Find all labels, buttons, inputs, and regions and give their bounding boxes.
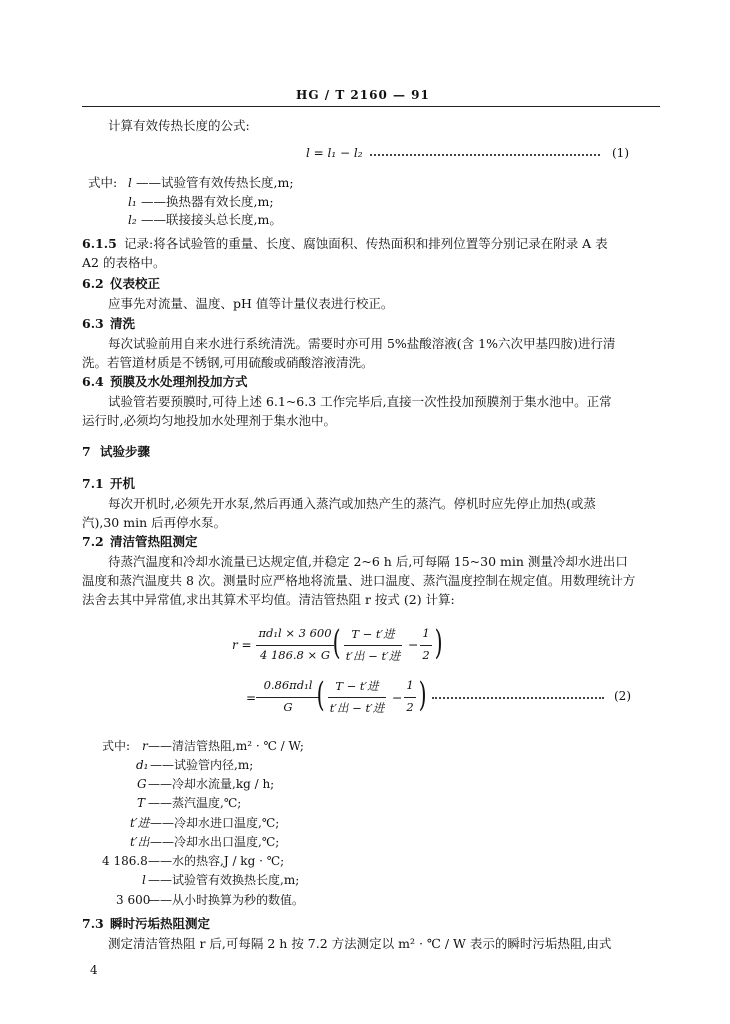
where-2-desc: ——水的热容,J / kg · ℃; <box>148 854 285 868</box>
fraction-denominator: 2 <box>406 700 414 714</box>
where-2-sym: d₁ <box>136 758 149 772</box>
page-number: 4 <box>90 963 98 977</box>
fraction-denominator: t′出 − t′进 <box>345 649 401 663</box>
formula-2-number: (2) <box>614 689 631 703</box>
paragraph-line: 温度和蒸汽温度共 8 次。测量时应严格地将流量、进口温度、蒸汽温度控制在规定值。用数理统计方 <box>82 573 636 588</box>
section-title: 开机 <box>110 476 136 491</box>
fraction-bar <box>420 645 432 646</box>
fraction-bar <box>328 697 386 698</box>
section-title: 清洗 <box>110 316 136 331</box>
where-2-prefix: 式中: <box>102 739 131 753</box>
fraction-numerator: T − t′进 <box>335 679 379 693</box>
where-1-desc: ——试验管有效传热长度,m; <box>136 175 294 190</box>
where-1-prefix: 式中: <box>88 175 118 190</box>
minus-sign: − <box>408 637 419 652</box>
fraction-denominator: 4 186.8 × G <box>259 648 331 662</box>
section-number: 6.4 <box>82 374 104 389</box>
where-2-sym: r <box>142 739 148 753</box>
where-2-sym: l <box>142 873 146 887</box>
paragraph-line: 每次试验前用自来水进行系统清洗。需要时亦可用 5%盐酸溶液(含 1%六次甲基四胺)进行清 <box>108 336 616 351</box>
paragraph-line: 测定清洁管热阻 r 后,可每隔 2 h 按 7.2 方法测定以 m² · ℃ / W 表示的瞬时污垢热阻,由式 <box>108 936 612 951</box>
formula-1-leader <box>370 154 600 156</box>
where-2-sym: 3 600 <box>116 893 151 907</box>
formula-1-number: (1) <box>612 146 629 160</box>
paragraph-line: 记录:将各试验管的重量、长度、腐蚀面积、传热面积和排列位置等分别记录在附录 A 表 <box>124 236 608 251</box>
paragraph-line: 试验管若要预膜时,可待上述 6.1~6.3 工作完毕后,直接一次性投加预膜剂于集水池中。正常 <box>108 394 612 409</box>
right-paren: ) <box>418 675 427 715</box>
fraction-numerator: πd₁l × 3 600 <box>258 626 332 640</box>
right-paren: ) <box>434 623 443 663</box>
where-1-desc: ——换热器有效长度,m; <box>141 194 274 209</box>
fraction-bar <box>256 645 334 646</box>
section-number: 7.3 <box>82 916 104 931</box>
fraction-numerator: 1 <box>406 678 414 692</box>
section-title: 仪表校正 <box>110 276 161 291</box>
formula-2-leader <box>432 697 604 699</box>
fraction-denominator: G <box>283 700 293 714</box>
where-2-desc: ——蒸汽温度,℃; <box>148 796 242 810</box>
intro-text: 计算有效传热长度的公式: <box>108 118 250 133</box>
where-2-sym: t′进 <box>130 816 150 830</box>
fraction-denominator: 2 <box>422 648 430 662</box>
fraction-bar <box>344 645 402 646</box>
where-2-sym: 4 186.8 <box>102 854 148 868</box>
where-2-sym: t′出 <box>130 835 150 849</box>
fraction-bar <box>404 697 416 698</box>
where-1-sym: l₂ <box>128 213 137 227</box>
paragraph-line: 每次开机时,必须先开水泵,然后再通入蒸汽或加热产生的蒸汽。停机时应先停止加热(或蒸 <box>108 496 596 511</box>
section-title: 预膜及水处理剂投加方式 <box>110 374 248 389</box>
minus-sign: − <box>392 690 403 705</box>
paragraph-line: A2 的表格中。 <box>82 255 166 270</box>
paragraph-line: 运行时,必须均匀地投加水处理剂于集水池中。 <box>82 413 336 428</box>
equals-sign: = <box>246 691 257 705</box>
fraction-denominator: t′出 − t′进 <box>329 701 385 715</box>
where-2-desc: ——冷却水流量,kg / h; <box>148 777 275 791</box>
fraction-bar <box>256 697 320 698</box>
paragraph-line: 汽),30 min 后再停水泵。 <box>82 515 227 530</box>
section-number: 7.2 <box>82 534 104 549</box>
left-paren: ( <box>332 623 341 663</box>
where-1-sym: l <box>128 176 132 190</box>
formula-1: l = l₁ − l₂ <box>306 146 363 160</box>
section-title: 清洁管热阻测定 <box>110 534 198 549</box>
where-2-desc: ——从小时换算为秒的数值。 <box>148 893 305 907</box>
formula-2-lhs: r = <box>232 638 252 652</box>
section-number: 7.1 <box>82 476 104 491</box>
paragraph-line: 洗。若管道材质是不锈钢,可用硫酸或硝酸溶液清洗。 <box>82 355 374 370</box>
chapter-number: 7 <box>82 444 91 459</box>
standard-code-header: HG / T 2160 — 91 <box>296 88 430 102</box>
chapter-title: 试验步骤 <box>100 444 151 459</box>
where-1-sym: l₁ <box>128 195 137 209</box>
left-paren: ( <box>316 675 325 715</box>
section-number: 6.2 <box>82 276 104 291</box>
fraction-numerator: T − t′进 <box>351 627 395 641</box>
where-2-sym: G <box>137 777 147 791</box>
section-title: 瞬时污垢热阻测定 <box>110 916 211 931</box>
paragraph-line: 法舍去其中异常值,求出其算术平均值。清洁管热阻 r 按式 (2) 计算: <box>82 592 455 607</box>
where-2-desc: ——试验管有效换热长度,m; <box>148 873 300 887</box>
fraction-numerator: 1 <box>422 626 430 640</box>
where-1-desc: ——联接接头总长度,m。 <box>141 212 282 227</box>
section-number: 6.3 <box>82 316 104 331</box>
header-rule <box>82 106 660 107</box>
where-2-desc: ——冷却水进口温度,℃; <box>150 816 280 830</box>
where-2-desc: ——试验管内径,m; <box>150 758 254 772</box>
where-2-desc: ——清洁管热阻,m² · ℃ / W; <box>148 739 304 753</box>
paragraph-line: 应事先对流量、温度、pH 值等计量仪表进行校正。 <box>108 296 394 311</box>
paragraph-line: 待蒸汽温度和冷却水流量已达规定值,并稳定 2~6 h 后,可每隔 15~30 min 测量冷却水进出口 <box>108 554 628 569</box>
section-number: 6.1.5 <box>82 236 117 251</box>
where-2-sym: T <box>137 796 146 810</box>
where-2-desc: ——冷却水出口温度,℃; <box>150 835 280 849</box>
fraction-numerator: 0.86πd₁l <box>263 678 313 692</box>
